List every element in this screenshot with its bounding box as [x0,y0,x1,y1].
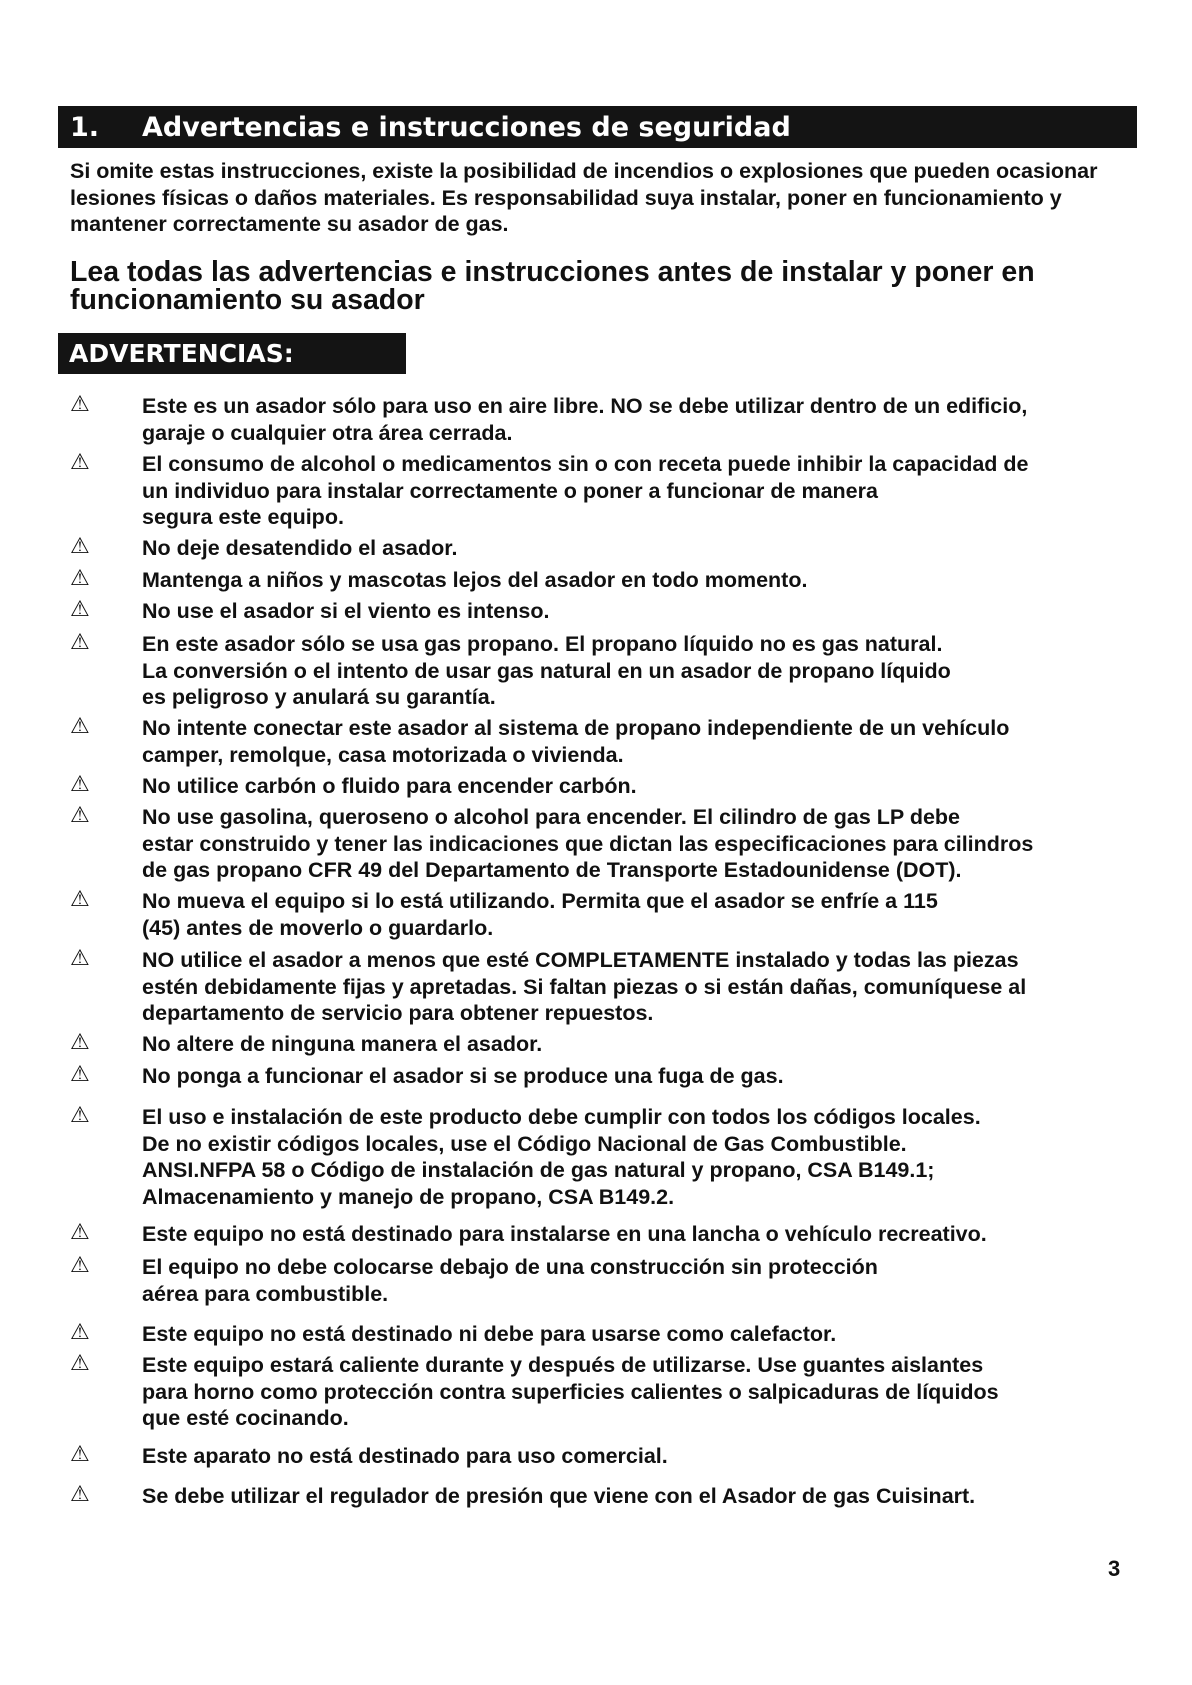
warnings-header [58,333,406,374]
intro-paragraph: Si omite estas instrucciones, existe la posibilidad de incendios o explosiones que pueden ocasionar lesiones físicas o daños materiales. Es responsabilidad suya instalar, poner en funcionamiento y mantener correctamente su asador de gas. [70,159,1098,236]
warning-item [70,598,1150,625]
warning-item [70,393,1150,446]
warning-text: Este equipo no está destinado ni debe para usarse como calefactor. [142,1322,837,1346]
warning-item [70,1321,1150,1348]
warning-item [70,1104,1150,1210]
warning-item [70,947,1150,1027]
warning-item [70,1483,1150,1510]
warnings-title: ADVERTENCIAS: [69,339,294,368]
warning-triangle-icon: ⚠ [70,1030,90,1055]
warning-item [70,1221,1150,1248]
warning-item [70,535,1150,562]
warning-text: En este asador sólo se usa gas propano. El propano líquido no es gas natural. La conversión o el intento de usar gas natural en un asador de propano líquido es peligroso y anulará su garantía. [142,632,951,709]
page-number: 3 [1108,1556,1121,1581]
warning-item [70,631,1150,711]
warning-item [70,1063,1150,1090]
warning-item [70,567,1150,594]
warning-triangle-icon: ⚠ [70,450,90,475]
warning-item [70,1254,1150,1307]
warning-triangle-icon: ⚠ [70,566,90,591]
warning-text: No use gasolina, queroseno o alcohol para encender. El cilindro de gas LP debe estar construido y tener las indicaciones que dictan las especificaciones para cilindros de gas propano CFR 49 del Departamento de Transporte Estadounidense (DOT). [142,805,1034,882]
warning-text: Este aparato no está destinado para uso comercial. [142,1444,668,1468]
warning-triangle-icon: ⚠ [70,714,90,739]
warning-item [70,1352,1150,1432]
warning-text: No use el asador si el viento es intenso. [142,599,550,623]
warning-text: No intente conectar este asador al sistema de propano independiente de un vehículo camper, remolque, casa motorizada o vivienda. [142,716,1010,767]
warning-triangle-icon: ⚠ [70,597,90,622]
read-all-heading: Lea todas las advertencias e instrucciones antes de instalar y poner en funcionamiento su asador [70,256,1035,316]
warning-triangle-icon: ⚠ [70,1220,90,1245]
warning-item [70,888,1150,941]
warning-triangle-icon: ⚠ [70,803,90,828]
warning-item [70,1443,1150,1470]
warning-text: Este equipo no está destinado para instalarse en una lancha o vehículo recreativo. [142,1222,987,1246]
warning-triangle-icon: ⚠ [70,1103,90,1128]
warning-text: No mueva el equipo si lo está utilizando. Permita que el asador se enfríe a 115 (45) antes de moverlo o guardarlo. [142,889,938,940]
section-title: Advertencias e instrucciones de seguridad [142,111,791,143]
warning-triangle-icon: ⚠ [70,1062,90,1087]
warning-triangle-icon: ⚠ [70,1351,90,1376]
warning-text: Se debe utilizar el regulador de presión que viene con el Asador de gas Cuisinart. [142,1484,976,1508]
warning-triangle-icon: ⚠ [70,1320,90,1345]
warning-triangle-icon: ⚠ [70,534,90,559]
warning-text: El consumo de alcohol o medicamentos sin o con receta puede inhibir la capacidad de un individuo para instalar correctamente o poner a funcionar de manera segura este equipo. [142,452,1029,529]
warning-triangle-icon: ⚠ [70,1482,90,1507]
warning-text: Este equipo estará caliente durante y después de utilizarse. Use guantes aislantes para horno como protección contra superficies calientes o salpicaduras de líquidos que esté cocinando. [142,1353,999,1430]
warning-item [70,1031,1150,1058]
warning-text: No altere de ninguna manera el asador. [142,1032,543,1056]
warning-text: No ponga a funcionar el asador si se produce una fuga de gas. [142,1064,784,1088]
warning-text: Mantenga a niños y mascotas lejos del asador en todo momento. [142,568,808,592]
warning-item [70,451,1150,531]
warning-triangle-icon: ⚠ [70,630,90,655]
warning-triangle-icon: ⚠ [70,887,90,912]
warning-text: NO utilice el asador a menos que esté COMPLETAMENTE instalado y todas las piezas estén debidamente fijas y apretadas. Si faltan piezas o si están dañas, comuníquese al departamento de servicio para obtener repuestos. [142,948,1027,1025]
warning-triangle-icon: ⚠ [70,1253,90,1278]
warning-item [70,773,1150,800]
warning-triangle-icon: ⚠ [70,392,90,417]
warning-text: No utilice carbón o fluido para encender carbón. [142,774,637,798]
warning-text: El uso e instalación de este producto debe cumplir con todos los códigos locales. De no existir códigos locales, use el Código Nacional de Gas Combustible. ANSI.NFPA 58 o Código de instalación de gas natural y propano, CSA B149.1; Almacenamiento y manejo de propano, CSA B149.2. [142,1105,981,1209]
warning-text: El equipo no debe colocarse debajo de una construcción sin protección aérea para combustible. [142,1255,878,1306]
warning-triangle-icon: ⚠ [70,946,90,971]
section-number: 1. [70,111,100,143]
warning-item [70,715,1150,768]
warning-triangle-icon: ⚠ [70,772,90,797]
warning-triangle-icon: ⚠ [70,1442,90,1467]
warning-item [70,804,1150,884]
section-header [58,106,1137,148]
warning-text: No deje desatendido el asador. [142,536,458,560]
warning-text: Este es un asador sólo para uso en aire libre. NO se debe utilizar dentro de un edificio, garaje o cualquier otra área cerrada. [142,394,1028,445]
